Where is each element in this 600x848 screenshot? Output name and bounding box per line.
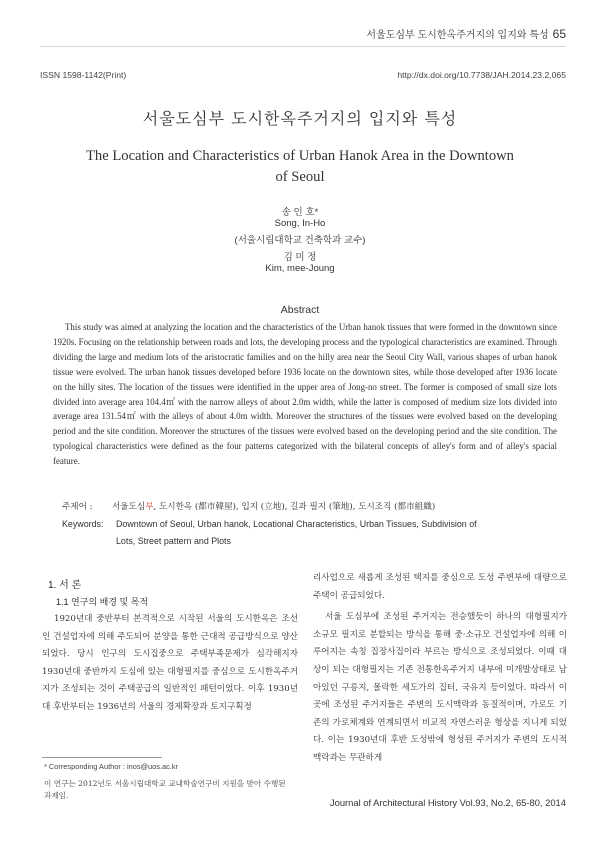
author2-english: Kim, mee-Joung: [265, 263, 335, 274]
keywords-korean-value-rest: , 도시한옥 (都市韓屋), 입지 (立地), 길과 필지 (筆地), 도시조직 (都市組織): [153, 502, 436, 512]
body-paragraph-right-1: 리사업으로 새롭게 조성된 택지를 중심으로 도성 주변부에 대량으로 주택이 공급되었다.: [313, 573, 567, 601]
keywords-english-label: Keywords:: [62, 519, 104, 529]
doi-link[interactable]: http://dx.doi.org/10.7738/JAH.2014.23.2.065: [397, 70, 566, 80]
footnote-funding: 이 연구는 2012년도 서울시립대학교 교내학술연구비 지원을 받아 수행된 과제임.: [44, 779, 286, 800]
footnote-divider: [42, 757, 162, 758]
body-right-column: [313, 570, 567, 768]
keywords-korean-value: 서울도심: [112, 502, 146, 512]
keywords-english: [62, 516, 562, 550]
issn: ISSN 1598-1142(Print): [40, 70, 127, 80]
keywords-english-value-line1: Downtown of Seoul, Urban hanok, Locational Characteristics, Urban Tissues, Subdivision of: [116, 519, 477, 529]
keywords-english-value-line2: Lots, Street pattern and Plots: [116, 536, 231, 546]
author2-korean: 김 미 정: [283, 252, 317, 263]
body-left-column: [42, 576, 298, 717]
running-title: 서울도심부 도시한옥주거지의 입지와 특성: [366, 30, 549, 41]
abstract-heading: Abstract: [280, 304, 320, 316]
running-header: [366, 26, 566, 41]
abstract-text: This study was aimed at analyzing the location and the characteristics of the Urban hanok tissues that were formed in the downtown since 1920s. Focusing on the relationship between roads and lots, the developing process and the typological characteristics are examined. Through dividing the large and medium lots of the aristocratic families and on the hilly area near the Seoul City Wall, various shapes of urban hanok tissue were evolved. The urban hanok tissues developed before 1936 locate on the downtown sites, while those developed after 1936 locate on the hilly sites. The location of the tissues were identified in the upper area of Jong-no street. The former is composed of small size lots divided into average area 104.4㎡ with the narrow alleys of about 2.0m width, while the latter is composed of medium size lots divided into average area 131.54㎡ with the alleys of about 4.0m width. Moreover the structures of the tissues were evolved based on the developing period and the site condition. Moreover the structures of the tissues were evolved based on the developing period and the site condition. The typological characteristics were defined as the four patterns categorized with the bilateral concepts of alley's form and of alley's spacial feature.: [53, 322, 557, 467]
footnote-corresponding: * Corresponding Author : inos@uos.ac.kr: [44, 762, 179, 771]
body-paragraph-right-2: 서울 도심부에 조성된 주거지는 전승했듯이 하나의 대형필지가 소규모 필지로 분할되는 방식을 통해 중·소규모 건설업자에 의해 이루어지는 속칭 집장사집이라 부르는 방식으로 조성되었다. 이때 대상이 되는 대형필지는 기존 전통한옥주거지 내부에 미개발상태로 남아있던 구릉지, 몰락한 세도가의 집터, 국유지 등이었다. 따라서 이곳에 조성된 주거지들은 주변의 도시맥락과 동질적이며, 가로도 기존의 가로체계와 연계되면서 비교적 자연스러운 형상을 지니게 되었다. 이는 1930년대 후반 도성밖에 형성된 주거지가 주변의 도시적 맥락과는 무관하게: [313, 612, 567, 763]
header-divider: [40, 46, 566, 47]
body-paragraph-left: 1920년대 중반부터 본격적으로 시작된 서울의 도시한옥은 조선인 건설업자에 의해 주도되어 분양을 통한 근대적 공급방식으로 양산되었다. 당시 인구의 도시집중으로 주택부족문제가 심각해지자 1930년대 중반까지 도심에 있는 대형필지를 중심으로 도시한옥주거지가 조성되는 것이 주택공급의 일반적인 패턴이었다. 이후 1930년대 후반부터는 1936년의 서울의 경제확장과 토지구획정: [42, 614, 298, 712]
title-english: The Location and Characteristics of Urban Hanok Area in the Downtown of Seoul: [86, 148, 514, 185]
author1-korean: 송 인 호*: [281, 207, 319, 218]
title-korean: 서울도심부 도시한옥주거지의 입지와 특성: [142, 109, 458, 128]
journal-footer: Journal of Architectural History Vol.93, No.2, 65-80, 2014: [329, 797, 566, 808]
subsection-heading: 1.1 연구의 배경 및 목적: [56, 597, 149, 607]
page-number: 65: [552, 27, 566, 41]
author-affiliation: (서울시립대학교 건축학과 교수): [234, 235, 366, 246]
keywords-korean-accent: 부: [145, 502, 154, 512]
keywords-korean-label: 주제어 :: [62, 502, 93, 512]
author1-english: Song, In-Ho: [274, 218, 326, 229]
section-heading: 1. 서 론: [48, 580, 82, 591]
keywords-korean: [62, 500, 562, 512]
